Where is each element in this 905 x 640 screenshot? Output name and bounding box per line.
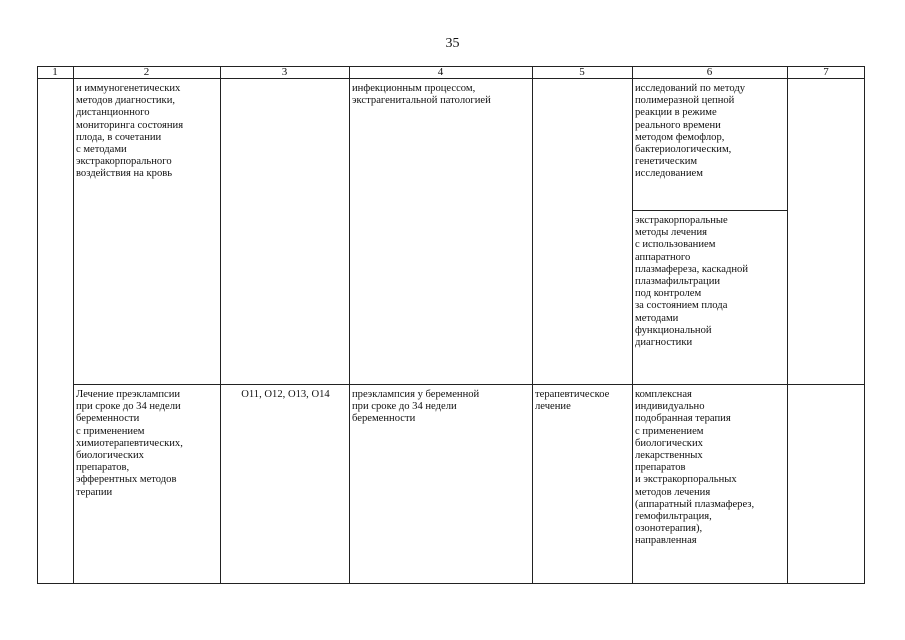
column-header-7: 7 bbox=[823, 66, 829, 78]
col-divider-3 bbox=[349, 66, 350, 584]
col-divider-6 bbox=[787, 66, 788, 584]
row1-col6-part2-text: экстракорпоральные методы лечения с использованием аппаратного плазмафереза, каскадной плазмафильтрации под контролем за состоянием плода методами функциональной диагностики bbox=[635, 215, 749, 349]
row2-method-text: Лечение преэклампсии при сроке до 34 недели беременности с применением химиотерапевтических, биологических препаратов, эфферентных методов терапии bbox=[76, 389, 183, 498]
table-left-border bbox=[37, 66, 38, 584]
row2-treatment-type: терапевтическое лечение bbox=[535, 389, 610, 413]
row1-method-text: и иммуногенетических методов диагностики, дистанционного мониторинга состояния плода, в сочетании с методами экстракорпорального воздействия на кровь bbox=[76, 83, 184, 180]
row1-diagnosis-text: инфекционным процессом, экстрагенитальной патологией bbox=[352, 83, 491, 107]
col-divider-5 bbox=[632, 66, 633, 584]
header-row-border bbox=[37, 78, 865, 79]
column-header-3: 3 bbox=[281, 66, 288, 78]
row2-icd-codes: O11, O12, O13, O14 bbox=[241, 389, 330, 400]
col-divider-4 bbox=[532, 66, 533, 584]
col-divider-2 bbox=[220, 66, 221, 584]
column-header-5: 5 bbox=[579, 66, 585, 78]
column-header-2: 2 bbox=[143, 66, 150, 78]
table-right-border bbox=[864, 66, 865, 584]
column-header-1: 1 bbox=[52, 66, 58, 78]
row1-col6-part1-text: исследований по методу полимеразной цепной реакции в режиме реального времени методом фемофлор, бактериологическим, генетическим исследованием bbox=[635, 83, 746, 180]
document-table bbox=[37, 66, 865, 584]
row-separator bbox=[73, 384, 865, 385]
column-header-6: 6 bbox=[706, 66, 713, 78]
table-bottom-border bbox=[37, 583, 865, 584]
page-number: 35 bbox=[445, 36, 460, 51]
row2-diagnosis-text: преэклампсия у беременной при сроке до 34 недели беременности bbox=[352, 389, 480, 425]
col6-split-line bbox=[632, 210, 787, 211]
column-header-4: 4 bbox=[437, 66, 444, 78]
col-divider-1 bbox=[73, 66, 74, 584]
row2-treatment-description: комплексная индивидуально подобранная терапия с применением биологических лекарственных препаратов и экстракорпоральных методов лечения (аппаратный плазмаферез, гемофильтрация, озонотерапия), направленная bbox=[635, 389, 755, 547]
